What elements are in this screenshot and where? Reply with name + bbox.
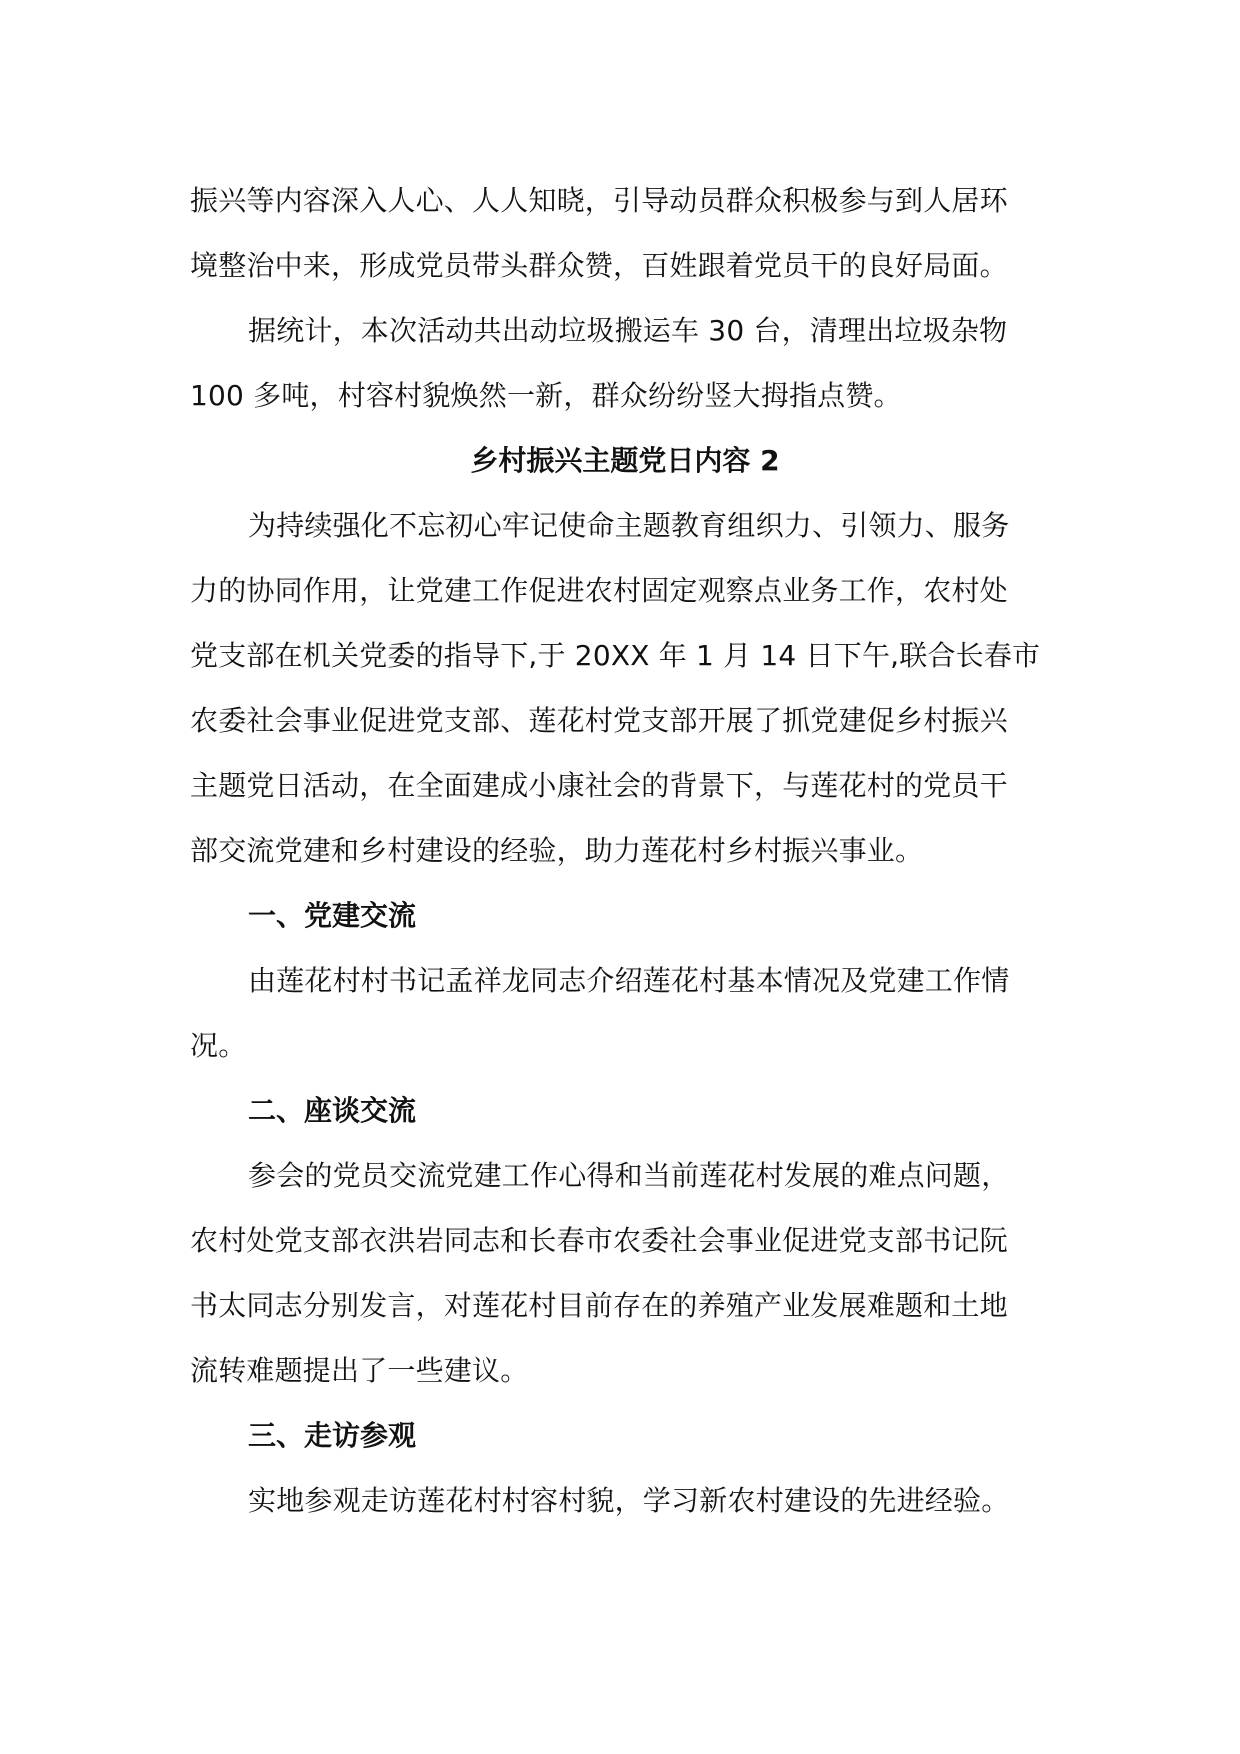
text-line: 据统计，本次活动共出动垃圾搬运车 30 台，清理出垃圾杂物 (248, 314, 1008, 347)
paragraph-visit (190, 1468, 1060, 1533)
text-line: 主题党日活动，在全面建成小康社会的背景下，与莲花村的党员干 (190, 769, 1008, 802)
paragraph-party-building-exchange (190, 948, 1060, 1078)
text-line: 实地参观走访莲花村村容村貌，学习新农村建设的先进经验。 (248, 1484, 1010, 1517)
text-line: 100 多吨，村容村貌焕然一新，群众纷纷竖大拇指点赞。 (190, 379, 902, 412)
text-line: 农委社会事业促进党支部、莲花村党支部开展了抓党建促乡村振兴 (190, 704, 1008, 737)
text-line: 书太同志分别发言，对莲花村目前存在的养殖产业发展难题和土地 (190, 1289, 1008, 1322)
text-line: 由莲花村村书记孟祥龙同志介绍莲花村基本情况及党建工作情 (248, 964, 1010, 997)
heading-party-building-exchange: 一、党建交流 (248, 899, 417, 932)
text-line: 境整治中来，形成党员带头群众赞，百姓跟着党员干的良好局面。 (190, 249, 1008, 282)
paragraph-event-summary (190, 493, 1060, 883)
paragraph-discussion (190, 1143, 1060, 1403)
text-line: 为持续强化不忘初心牢记使命主题教育组织力、引领力、服务 (248, 509, 1010, 542)
paragraph-statistics (190, 298, 1060, 428)
heading-discussion: 二、座谈交流 (248, 1094, 417, 1127)
text-line: 党支部在机关党委的指导下,于 20XX 年 1 月 14 日下午,联合长春市 (190, 639, 1041, 672)
heading-visit: 三、走访参观 (248, 1419, 417, 1452)
text-line: 农村处党支部衣洪岩同志和长春市农委社会事业促进党支部书记阮 (190, 1224, 1008, 1257)
text-line: 流转难题提出了一些建议。 (190, 1354, 529, 1387)
text-line: 部交流党建和乡村建设的经验，助力莲花村乡村振兴事业。 (190, 834, 924, 867)
text-line: 参会的党员交流党建工作心得和当前莲花村发展的难点问题， (248, 1159, 1010, 1192)
document-page (190, 168, 1060, 1533)
text-line: 力的协同作用，让党建工作促进农村固定观察点业务工作，农村处 (190, 574, 1008, 607)
section-title: 乡村振兴主题党日内容 2 (470, 444, 780, 477)
text-line: 况。 (190, 1029, 247, 1062)
text-line: 振兴等内容深入人心、人人知晓，引导动员群众积极参与到人居环 (190, 184, 1008, 217)
paragraph-intro-continued (190, 168, 1060, 298)
